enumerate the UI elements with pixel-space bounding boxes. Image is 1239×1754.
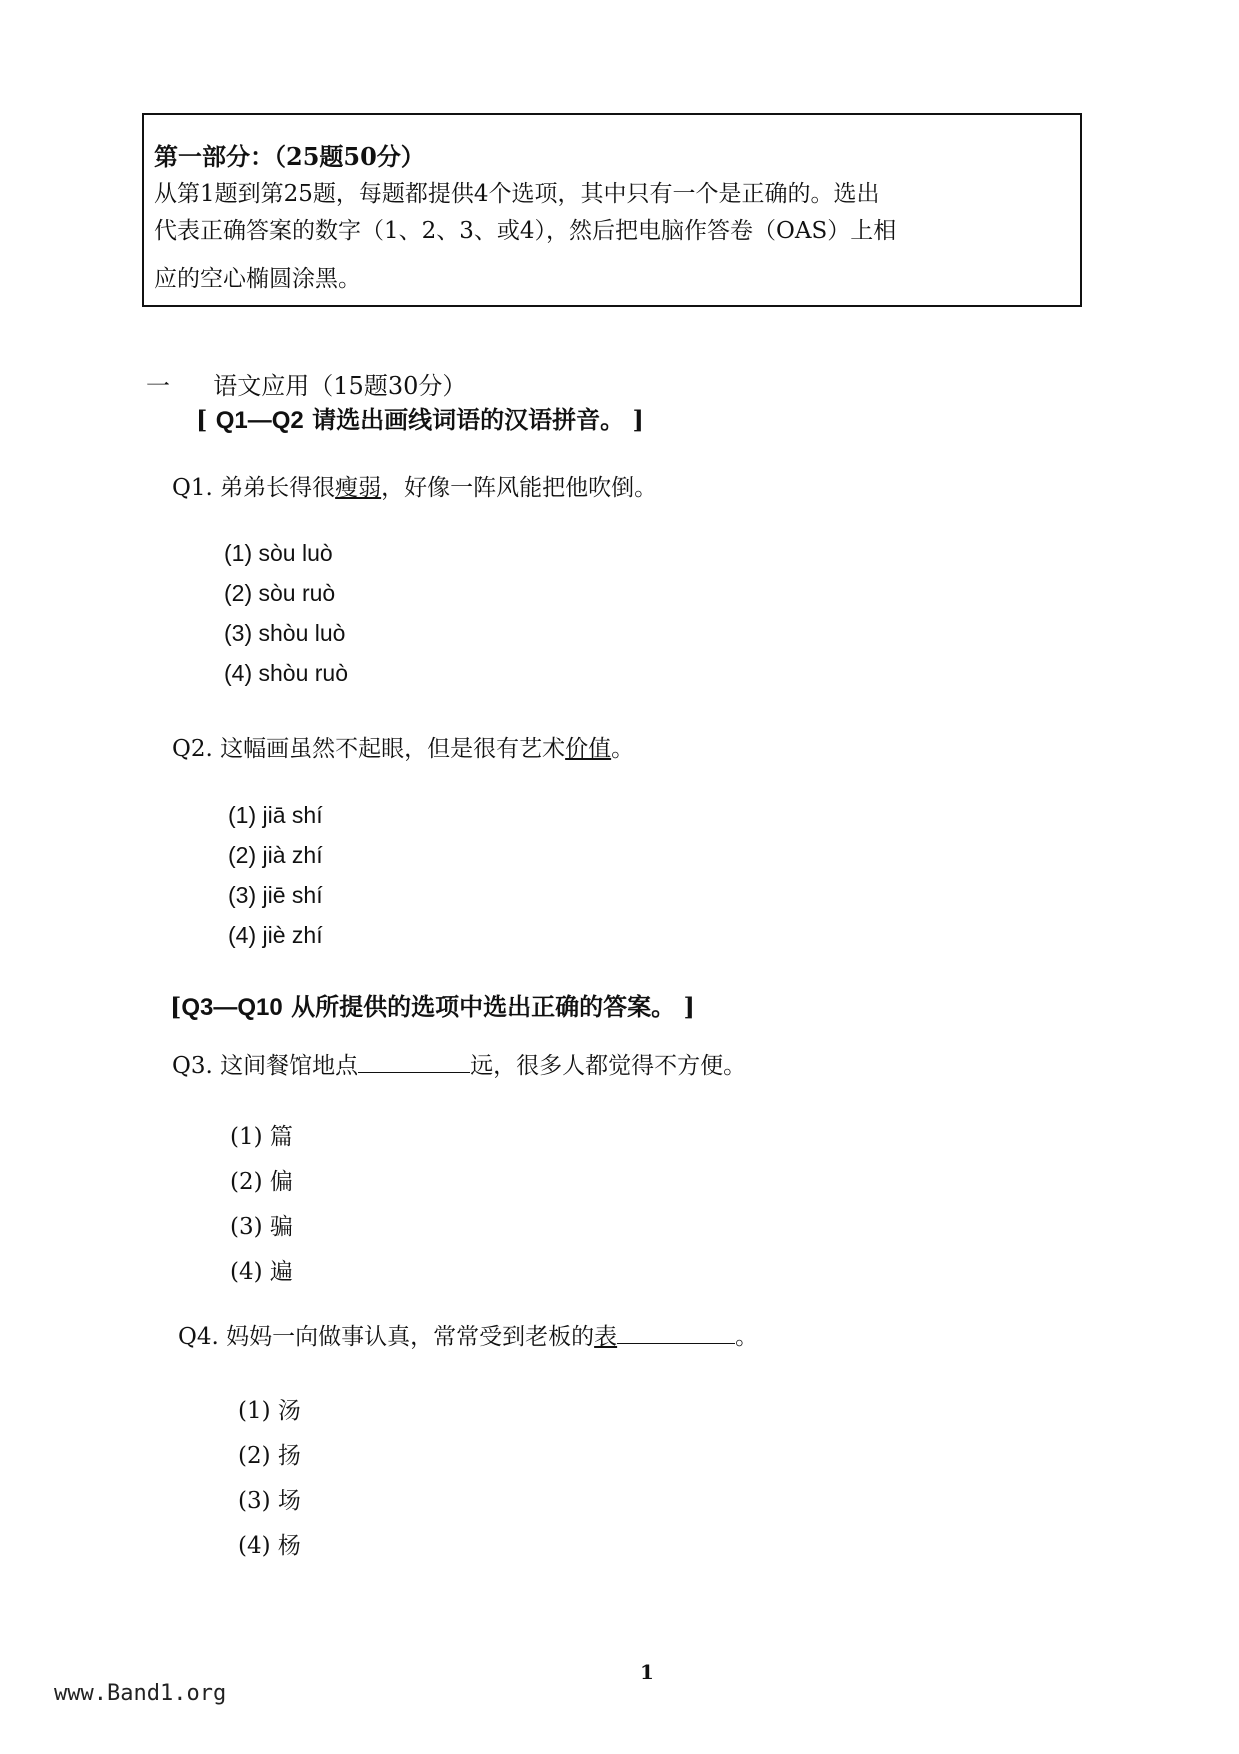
question-text: 这幅画虽然不起眼，但是很有艺术 xyxy=(220,736,566,762)
question-text-end: 远，很多人都觉得不方便。 xyxy=(470,1053,747,1079)
watermark: www.Band1.org xyxy=(54,1681,227,1706)
instructions-line-2: 代表正确答案的数字（1、2、3、或4），然后把电脑作答卷（OAS）上相 xyxy=(154,218,897,244)
question-text-end: ，好像一阵风能把他吹倒。 xyxy=(381,475,658,501)
q2-option-2: (2) jià zhí xyxy=(228,842,323,868)
group-instruction-q3-q10 xyxy=(170,987,695,1022)
section-marker: 一 xyxy=(146,372,170,400)
underlined-word: 价值 xyxy=(565,736,612,762)
q2-option-3: (3) jiē shí xyxy=(228,882,323,908)
question-number: Q3. xyxy=(172,1053,213,1079)
q4-option-3: (3) 场 xyxy=(238,1488,301,1514)
instructions-line-3: 应的空心椭圆涂黑。 xyxy=(154,266,361,292)
q3-option-2: (2) 偏 xyxy=(230,1169,293,1195)
q4-option-4: (4) 杨 xyxy=(238,1533,301,1559)
q1-option-2: (2) sòu ruò xyxy=(224,580,336,606)
section-heading xyxy=(146,366,466,401)
underlined-word: 瘦弱 xyxy=(335,475,382,501)
q1-option-3: (3) shòu luò xyxy=(224,620,346,646)
underlined-word: 表 xyxy=(594,1324,618,1350)
question-4 xyxy=(178,1318,758,1351)
q2-option-1: (1) jiā shí xyxy=(228,802,323,828)
question-text-end: 。 xyxy=(611,736,635,762)
group-instruction-text: 请选出画线词语的汉语拼音。 xyxy=(312,405,625,434)
question-number: Q1. xyxy=(172,475,213,501)
q4-option-2: (2) 扬 xyxy=(238,1443,301,1469)
q3-option-4: (4) 遍 xyxy=(230,1259,293,1285)
question-2 xyxy=(172,730,634,763)
q3-option-1: (1) 篇 xyxy=(230,1124,293,1150)
question-3 xyxy=(172,1047,746,1080)
question-range: Q1—Q2 xyxy=(215,407,304,434)
question-text: 这间餐馆地点 xyxy=(220,1053,359,1079)
question-text: 弟弟长得很 xyxy=(220,475,336,501)
answer-blank xyxy=(617,1321,735,1344)
answer-blank xyxy=(358,1050,470,1073)
instructions-line-1: 从第1题到第25题，每题都提供4个选项，其中只有一个是正确的。选出 xyxy=(154,181,880,207)
question-text-end: 。 xyxy=(735,1324,759,1350)
bracket-close: ] xyxy=(632,405,644,434)
question-number: Q2. xyxy=(172,736,213,762)
q1-option-4: (4) shòu ruò xyxy=(224,660,349,686)
bracket-open: [ xyxy=(170,992,182,1021)
question-range: Q3—Q10 xyxy=(181,994,283,1021)
q4-option-1: (1) 汤 xyxy=(238,1398,301,1424)
q1-option-1: (1) sòu luò xyxy=(224,540,333,566)
page-number: 1 xyxy=(640,1660,654,1684)
part-title: 第一部分：（25题50分） xyxy=(154,142,425,171)
bracket-open: [ xyxy=(196,405,208,434)
question-text: 妈妈一向做事认真，常常受到老板的 xyxy=(226,1324,595,1350)
question-1 xyxy=(172,469,657,502)
bracket-close: ] xyxy=(683,992,695,1021)
group-instruction-q1-q2 xyxy=(196,400,644,435)
q2-option-4: (4) jiè zhí xyxy=(228,922,323,948)
question-number: Q4. xyxy=(178,1324,219,1350)
q3-option-3: (3) 骗 xyxy=(230,1214,293,1240)
section-title: 语文应用（15题30分） xyxy=(213,372,467,400)
group-instruction-text: 从所提供的选项中选出正确的答案。 xyxy=(291,992,676,1021)
